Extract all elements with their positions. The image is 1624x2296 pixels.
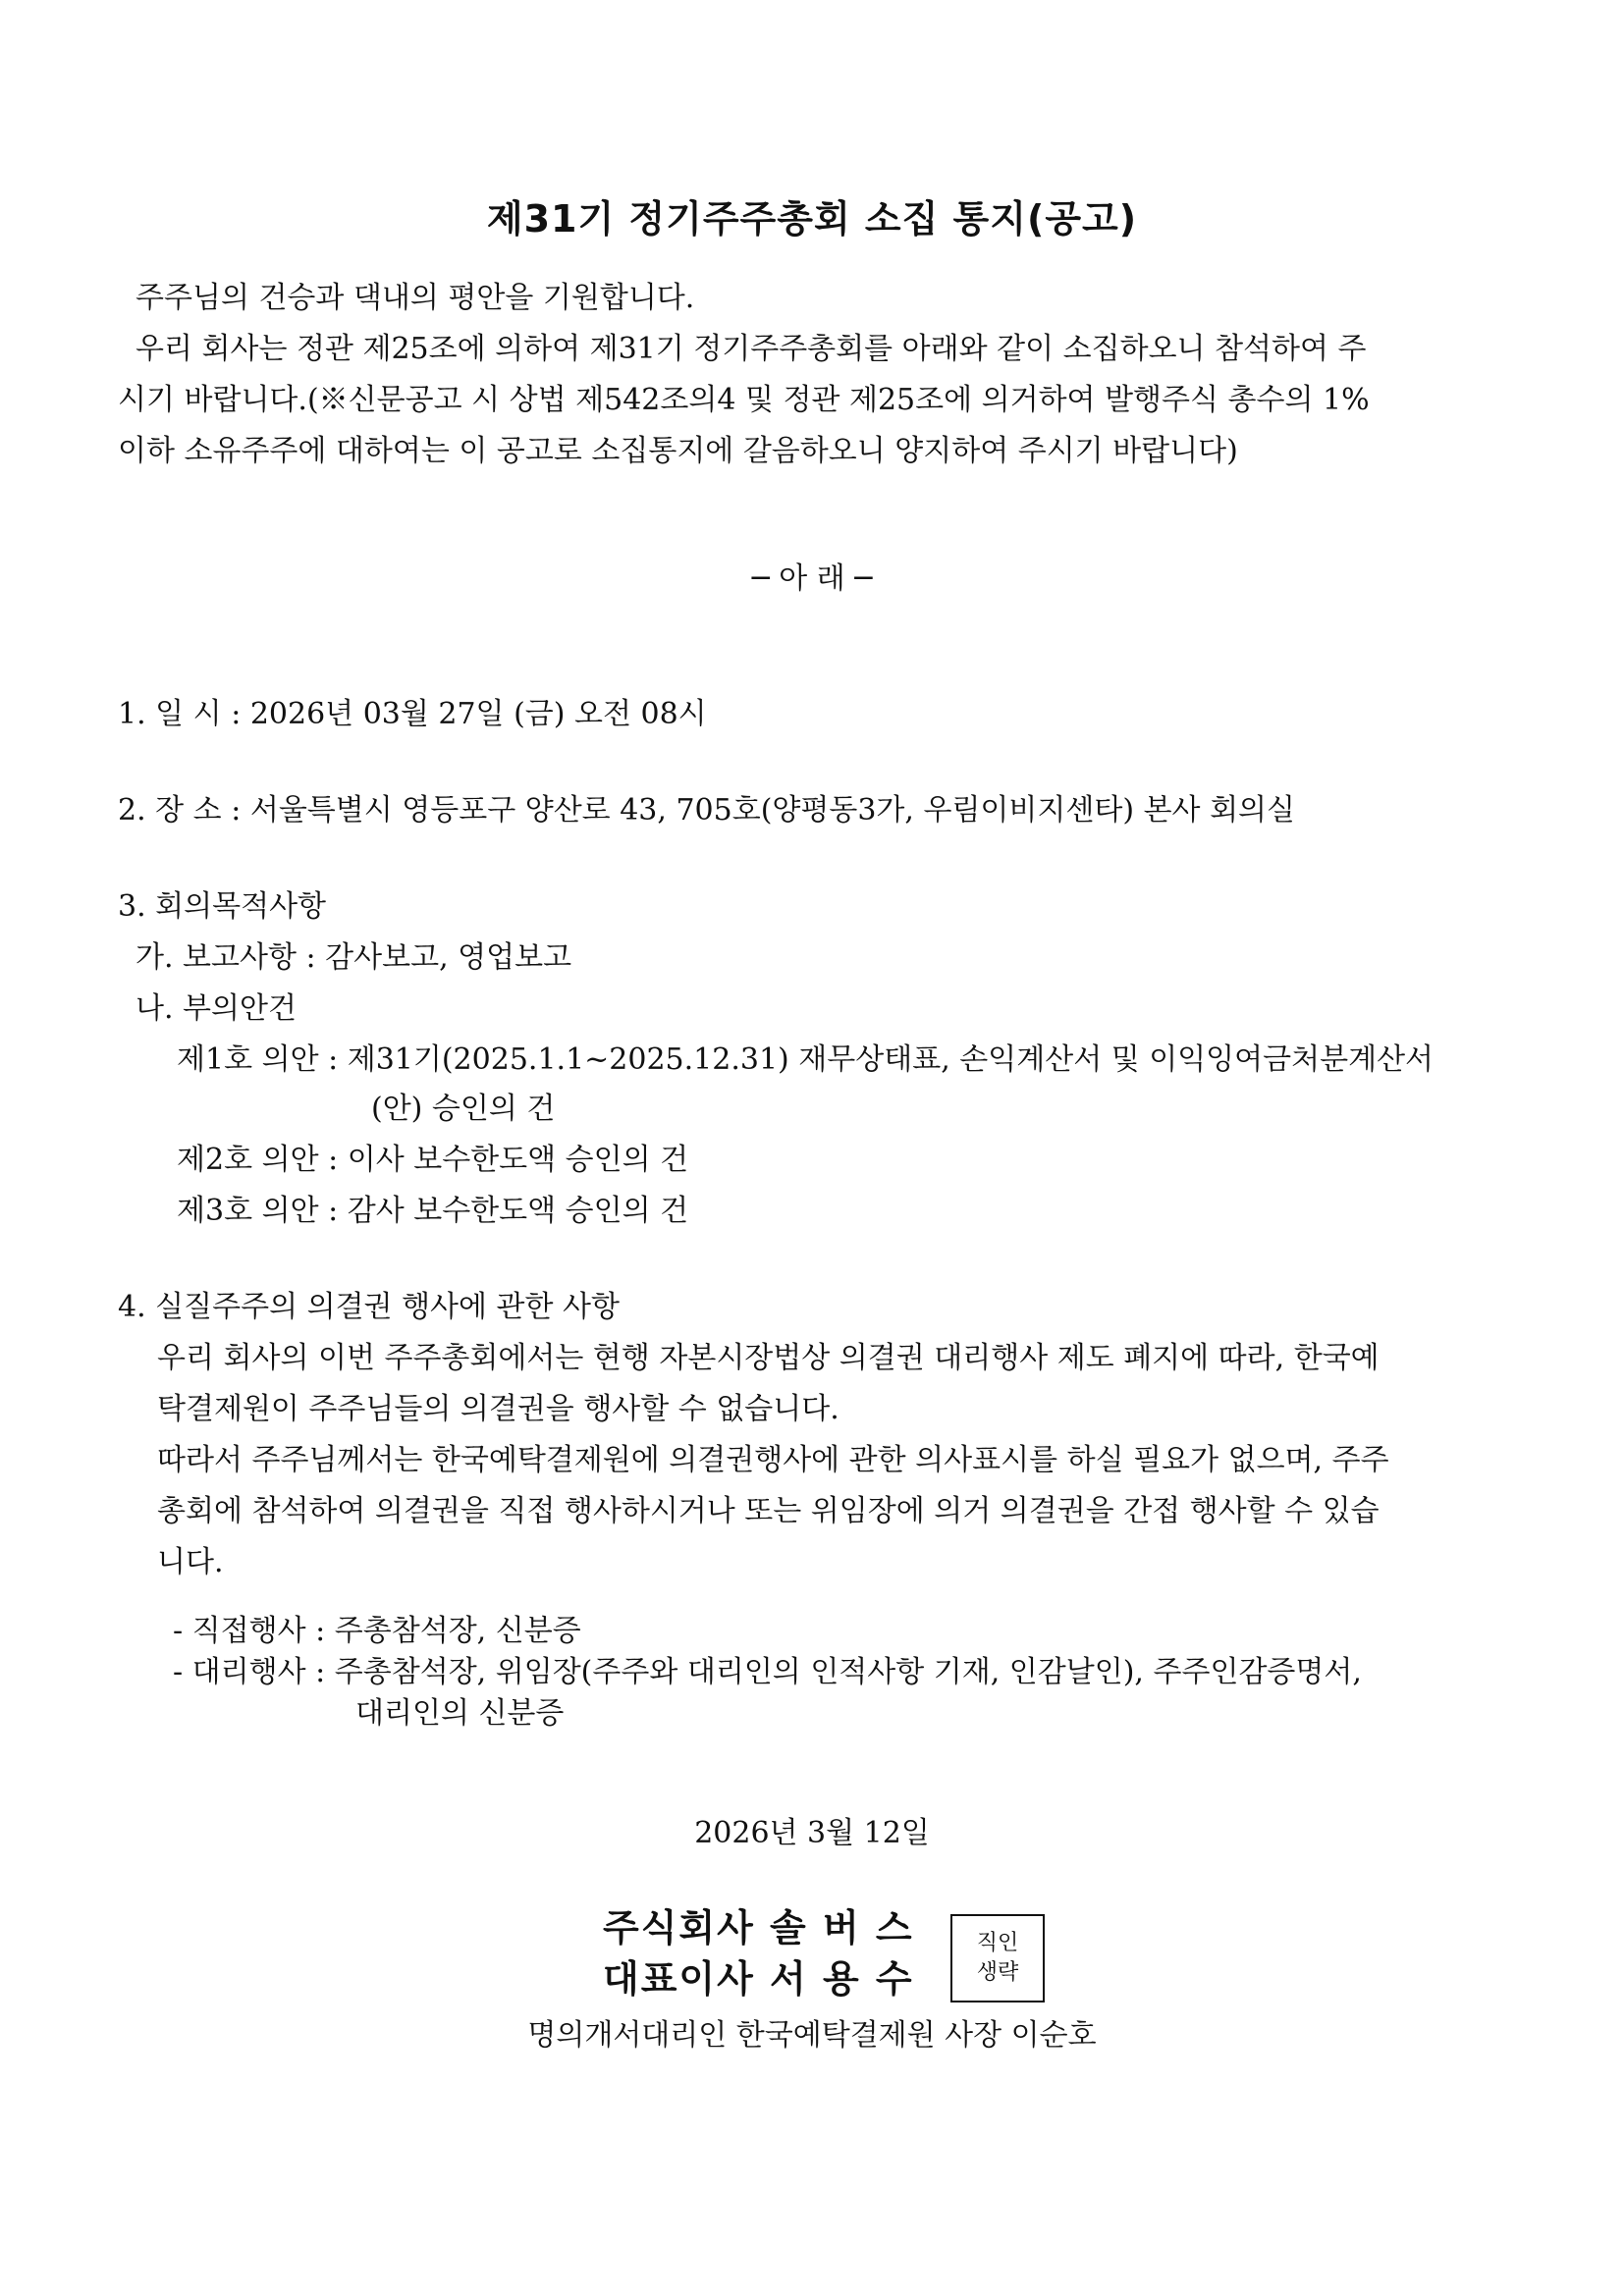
seal-box: [950, 1914, 1045, 2002]
section-date-time: 1. 일 시 : 2026년 03월 27일 (금) 오전 08시: [118, 697, 707, 731]
voting-p2-line-1: 따라서 주주님께서는 한국예탁결제원에 의결권행사에 관한 의사표시를 하실 필요가 없으며, 주주: [157, 1443, 1389, 1477]
voting-p1-line-2: 탁결제원이 주주님들의 의결권을 행사할 수 없습니다.: [157, 1392, 839, 1426]
intro-line-3: 시기 바랍니다.(※신문공고 시 상법 제542조의4 및 정관 제25조에 의거하여 발행주식 총수의 1%: [118, 383, 1370, 417]
section-voting-heading: 4. 실질주주의 의결권 행사에 관한 사항: [118, 1290, 621, 1324]
report-items: 가. 보고사항 : 감사보고, 영업보고: [135, 940, 572, 975]
proxy-voting-line-1: - 대리행사 : 주총참석장, 위임장(주주와 대리인의 인적사항 기재, 인감날인), 주주인감증명서,: [173, 1655, 1362, 1689]
agenda-items-heading: 나. 부의안건: [135, 991, 297, 1026]
company-name: 주식회사 솔 버 스: [603, 1906, 914, 1949]
agenda-2: 제2호 의안 : 이사 보수한도액 승인의 건: [177, 1143, 689, 1177]
agenda-3: 제3호 의안 : 감사 보수한도액 승인의 건: [177, 1194, 689, 1228]
below-heading: ─ 아 래 ─: [751, 561, 873, 596]
voting-p2-line-2: 총회에 참석하여 의결권을 직접 행사하시거나 또는 위임장에 의거 의결권을 간접 행사할 수 있습: [157, 1494, 1380, 1528]
ceo-name: 대표이사 서 용 수: [603, 1957, 914, 2001]
seal-text-line-1: 직인: [976, 1931, 1019, 1955]
intro-line-4: 이하 소유주주에 대하여는 이 공고로 소집통지에 갈음하오니 양지하여 주시기 바랍니다): [118, 434, 1238, 468]
section-agenda-heading: 3. 회의목적사항: [118, 889, 327, 924]
voting-p2-line-3: 니다.: [157, 1545, 224, 1579]
intro-line-1: 주주님의 건승과 댁내의 평안을 기원합니다.: [135, 281, 695, 315]
seal-text-line-2: 생략: [976, 1960, 1019, 1985]
transfer-agent: 명의개서대리인 한국예탁결제원 사장 이순호: [527, 2018, 1097, 2053]
direct-voting: - 직접행사 : 주총참석장, 신분증: [173, 1614, 581, 1648]
agenda-1-line-1: 제1호 의안 : 제31기(2025.1.1~2025.12.31) 재무상태표, 손익계산서 및 이익잉여금처분계산서: [177, 1042, 1435, 1077]
intro-line-2: 우리 회사는 정관 제25조에 의하여 제31기 정기주주총회를 아래와 같이 소집하오니 참석하여 주: [135, 332, 1367, 366]
notice-date: 2026년 3월 12일: [694, 1816, 930, 1850]
voting-p1-line-1: 우리 회사의 이번 주주총회에서는 현행 자본시장법상 의결권 대리행사 제도 폐지에 따라, 한국예: [157, 1341, 1380, 1375]
agenda-1-line-2: (안) 승인의 건: [371, 1092, 556, 1126]
notice-title: 제31기 정기주주총회 소집 통지(공고): [486, 197, 1138, 240]
proxy-voting-line-2: 대리인의 신분증: [355, 1696, 565, 1731]
section-venue: 2. 장 소 : 서울특별시 영등포구 양산로 43, 705호(양평동3가, 우림이비지센타) 본사 회의실: [118, 793, 1296, 828]
